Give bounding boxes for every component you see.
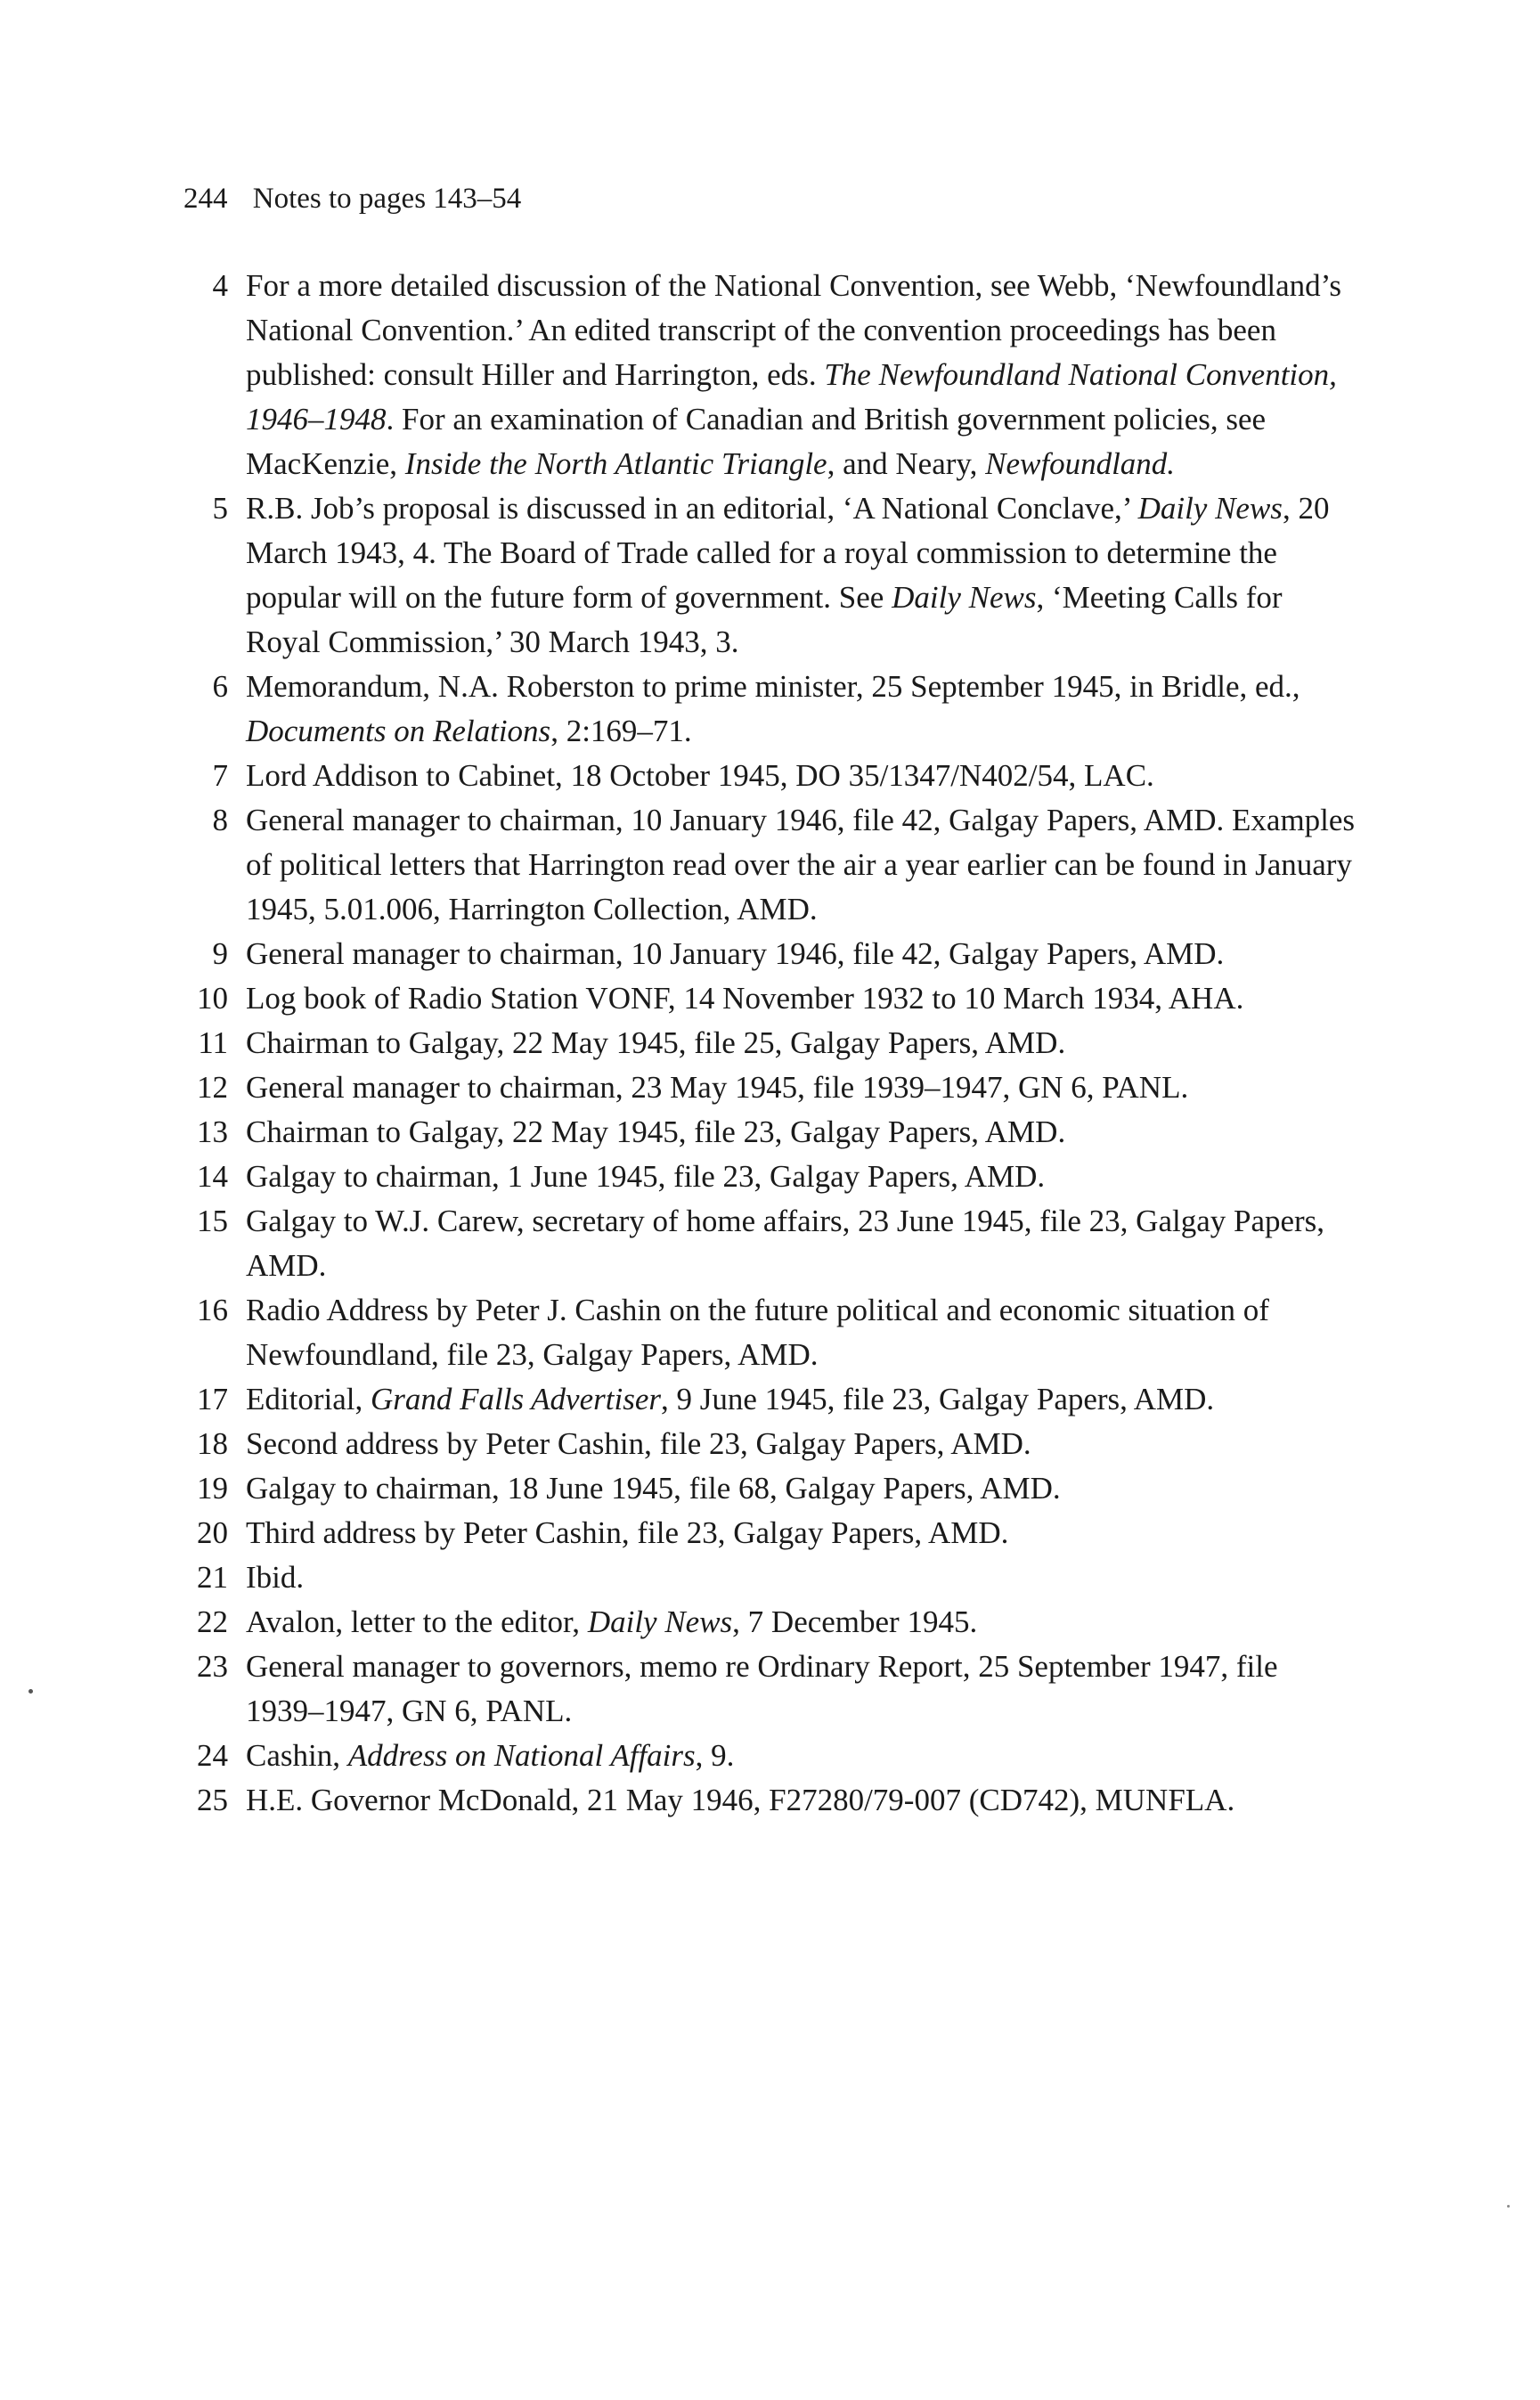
endnote-text bbox=[246, 1645, 1359, 1734]
text-run: General manager to chairman, 10 January 1946, file 42, Galgay Papers, AMD. Examples of political letters that Harrington read over the air a year earlier can be found in January 1945, 5.01.006, Harrington Collection, AMD. bbox=[246, 803, 1356, 927]
text-run: General manager to governors, memo re Ordinary Report, 25 September 1947, file 1939–1947, GN 6, PANL. bbox=[246, 1649, 1278, 1728]
endnote-number: 13 bbox=[197, 1114, 228, 1149]
endnote-number: 22 bbox=[197, 1604, 228, 1639]
endnote-number: 4 bbox=[212, 268, 228, 303]
endnote-number: 24 bbox=[197, 1738, 228, 1773]
endnote bbox=[183, 665, 1359, 754]
endnote-text bbox=[246, 976, 1359, 1021]
endnote-text bbox=[246, 1466, 1359, 1511]
text-run: Avalon, letter to the editor, bbox=[246, 1604, 588, 1639]
endnote-text bbox=[246, 1734, 1359, 1778]
scan-speck bbox=[1507, 2205, 1510, 2208]
running-title: Notes to pages 143–54 bbox=[252, 183, 522, 215]
endnote-number: 9 bbox=[212, 936, 228, 971]
text-run: , 9 June 1945, file 23, Galgay Papers, AMD. bbox=[660, 1382, 1215, 1416]
text-run: Chairman to Galgay, 22 May 1945, file 23, Galgay Papers, AMD. bbox=[246, 1114, 1066, 1149]
endnote bbox=[183, 1288, 1359, 1377]
endnote bbox=[183, 754, 1359, 798]
endnote bbox=[183, 264, 1359, 486]
endnote-number: 17 bbox=[197, 1382, 228, 1416]
endnote-number: 23 bbox=[197, 1649, 228, 1684]
endnote-number: 8 bbox=[212, 803, 228, 837]
endnote bbox=[183, 1110, 1359, 1155]
text-run: Galgay to W.J. Carew, secretary of home affairs, 23 June 1945, file 23, Galgay Papers, AMD. bbox=[246, 1204, 1325, 1283]
endnote bbox=[183, 1734, 1359, 1778]
endnote bbox=[183, 1065, 1359, 1110]
endnote bbox=[183, 1778, 1359, 1823]
endnote-number: 6 bbox=[212, 669, 228, 704]
endnote-text bbox=[246, 1778, 1359, 1823]
endnote bbox=[183, 798, 1359, 932]
endnote-text bbox=[246, 264, 1359, 486]
endnote-text bbox=[246, 665, 1359, 754]
italic-title: Inside the North Atlantic Triangle bbox=[404, 446, 827, 481]
text-run: Chairman to Galgay, 22 May 1945, file 25, Galgay Papers, AMD. bbox=[246, 1025, 1066, 1060]
endnote-number: 21 bbox=[197, 1560, 228, 1595]
endnote-number: 16 bbox=[197, 1293, 228, 1327]
italic-title: Newfoundland. bbox=[985, 446, 1176, 481]
endnote-number: 18 bbox=[197, 1426, 228, 1461]
text-run: Radio Address by Peter J. Cashin on the future political and economic situation of Newfoundland, file 23, Galgay Papers, AMD. bbox=[246, 1293, 1269, 1372]
endnote-text bbox=[246, 1422, 1359, 1466]
text-run: Galgay to chairman, 1 June 1945, file 23, Galgay Papers, AMD. bbox=[246, 1159, 1046, 1194]
text-run: Second address by Peter Cashin, file 23, Galgay Papers, AMD. bbox=[246, 1426, 1031, 1461]
endnote bbox=[183, 1645, 1359, 1734]
endnote-text bbox=[246, 1155, 1359, 1199]
endnote-number: 7 bbox=[212, 758, 228, 793]
scan-speck bbox=[29, 1689, 33, 1694]
endnote-text bbox=[246, 1021, 1359, 1065]
endnote-text bbox=[246, 1511, 1359, 1555]
endnote bbox=[183, 1377, 1359, 1422]
text-run: Log book of Radio Station VONF, 14 November 1932 to 10 March 1934, AHA. bbox=[246, 981, 1244, 1016]
endnote-text bbox=[246, 1110, 1359, 1155]
text-run: , 2:169–71. bbox=[550, 714, 692, 748]
endnote bbox=[183, 1155, 1359, 1199]
endnote bbox=[183, 1021, 1359, 1065]
italic-title: Daily News bbox=[892, 580, 1037, 615]
text-run: , 9. bbox=[695, 1738, 735, 1773]
endnote-text bbox=[246, 754, 1359, 798]
text-run: General manager to chairman, 23 May 1945, file 1939–1947, GN 6, PANL. bbox=[246, 1070, 1189, 1105]
endnote-text bbox=[246, 1288, 1359, 1377]
endnotes-list bbox=[183, 264, 1359, 1823]
endnote-number: 15 bbox=[197, 1204, 228, 1238]
endnote bbox=[183, 1199, 1359, 1288]
text-run: Lord Addison to Cabinet, 18 October 1945, DO 35/1347/N402/54, LAC. bbox=[246, 758, 1154, 793]
text-run: For a more detailed discussion of the National Convention, see Webb, ‘Newfoundland’s National Convention.’ An edited transcript of the convention proceedings has been published: consult Hiller and Harrington, eds. bbox=[246, 268, 1342, 392]
text-run: , 7 December 1945. bbox=[732, 1604, 978, 1639]
italic-title: Daily News bbox=[1137, 491, 1283, 526]
endnote-number: 25 bbox=[197, 1783, 228, 1817]
text-run: R.B. Job’s proposal is discussed in an editorial, ‘A National Conclave,’ bbox=[246, 491, 1138, 526]
text-run: Editorial, bbox=[246, 1382, 371, 1416]
endnote-text bbox=[246, 1065, 1359, 1110]
italic-title: Daily News bbox=[587, 1604, 733, 1639]
endnote-text bbox=[246, 1377, 1359, 1422]
italic-title: The Newfoundland National Convention, 1946–1948 bbox=[246, 357, 1337, 437]
endnote-number: 14 bbox=[197, 1159, 228, 1194]
page-number: 244 bbox=[183, 183, 228, 215]
text-run: General manager to chairman, 10 January 1946, file 42, Galgay Papers, AMD. bbox=[246, 936, 1225, 971]
endnote-text bbox=[246, 1555, 1359, 1600]
endnote-number: 10 bbox=[197, 981, 228, 1016]
text-run: . For an examination of Canadian and British government policies, see MacKenzie, bbox=[246, 402, 1267, 481]
text-run: Memorandum, N.A. Roberston to prime minister, 25 September 1945, in Bridle, ed., bbox=[246, 669, 1300, 704]
endnote bbox=[183, 1422, 1359, 1466]
endnote-number: 19 bbox=[197, 1471, 228, 1506]
endnote bbox=[183, 1600, 1359, 1645]
endnote bbox=[183, 976, 1359, 1021]
endnote-number: 20 bbox=[197, 1515, 228, 1550]
text-run: Galgay to chairman, 18 June 1945, file 68, Galgay Papers, AMD. bbox=[246, 1471, 1061, 1506]
endnote-text bbox=[246, 1199, 1359, 1288]
text-run: H.E. Governor McDonald, 21 May 1946, F27280/79-007 (CD742), MUNFLA. bbox=[246, 1783, 1235, 1817]
endnote bbox=[183, 1555, 1359, 1600]
text-run: Third address by Peter Cashin, file 23, Galgay Papers, AMD. bbox=[246, 1515, 1009, 1550]
text-run: , and Neary, bbox=[827, 446, 986, 481]
italic-title: Grand Falls Advertiser bbox=[370, 1382, 661, 1416]
endnote bbox=[183, 486, 1359, 665]
endnote-number: 5 bbox=[212, 491, 228, 526]
endnote bbox=[183, 1511, 1359, 1555]
endnote-text bbox=[246, 932, 1359, 976]
endnote-text bbox=[246, 1600, 1359, 1645]
text-run: Ibid. bbox=[246, 1560, 305, 1595]
endnote-text bbox=[246, 486, 1359, 665]
endnote bbox=[183, 1466, 1359, 1511]
text-run: Cashin, bbox=[246, 1738, 348, 1773]
endnote-number: 11 bbox=[198, 1025, 228, 1060]
text-run: , 20 March 1943, 4. The Board of Trade called for a royal commission to determine the popular will on the future form of government. See bbox=[246, 491, 1330, 615]
italic-title: Address on National Affairs bbox=[347, 1738, 696, 1773]
endnote-number: 12 bbox=[197, 1070, 228, 1105]
text-run: , ‘Meeting Calls for Royal Commission,’ 30 March 1943, 3. bbox=[246, 580, 1283, 659]
endnote-text bbox=[246, 798, 1359, 932]
endnote bbox=[183, 932, 1359, 976]
italic-title: Documents on Relations bbox=[246, 714, 551, 748]
running-head bbox=[183, 176, 521, 221]
